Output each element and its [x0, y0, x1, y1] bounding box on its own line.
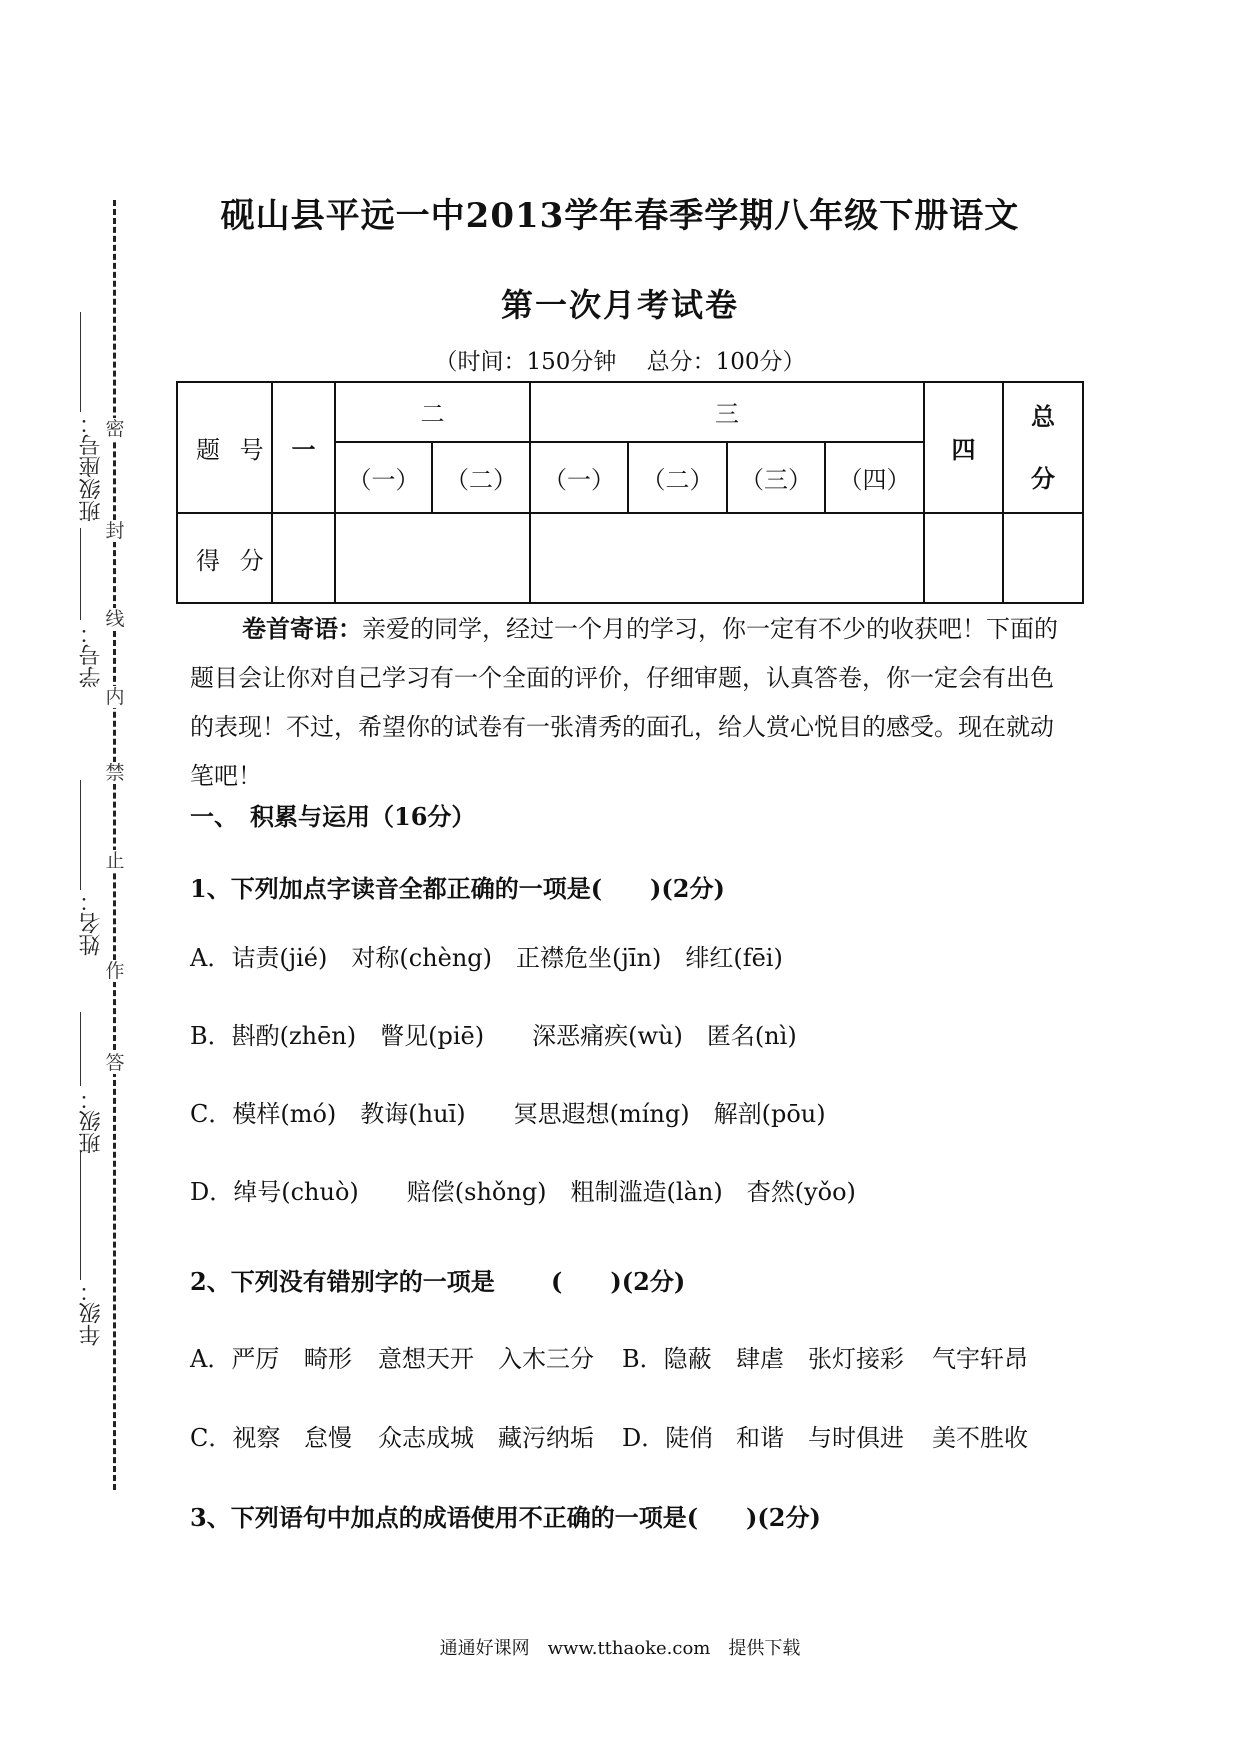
question-1-option-d: D．绰号(chuò) 赔偿(shǒng) 粗制滥造(làn) 杳然(yǒo) [190, 1178, 856, 1206]
question-2-word: 张灯接彩 [808, 1345, 904, 1373]
sub-col-two-2: （二） [432, 442, 530, 514]
seal-char: 禁 [105, 762, 125, 784]
fill-line-name[interactable] [80, 780, 81, 890]
label-student-id: 学号： [79, 622, 104, 688]
question-1-option-b: B．斟酌(zhēn) 瞥见(piē) 深恶痛疾(wù) 匿名(nì) [190, 1022, 797, 1050]
seal-char: 线 [105, 608, 125, 630]
exam-title-line2: 第一次月考试卷 [500, 286, 739, 324]
question-2-row-1 [190, 1339, 1042, 1374]
section-heading-one: 一、 积累与运用（16分） [190, 802, 476, 831]
sub-col-three-3: （三） [727, 442, 825, 514]
label-name: 姓名： [79, 890, 104, 956]
question-2-word: 藏污纳垢 [498, 1424, 594, 1452]
seal-char: 封 [105, 520, 125, 542]
col-total: 总分 [1003, 382, 1083, 513]
footer-source: 通通好课网 www.tthaoke.com 提供下载 [439, 1638, 801, 1659]
question-1-option-a: A．诘责(jié) 对称(chèng) 正襟危坐(jīn) 绯红(fēi) [190, 944, 783, 972]
exam-time-total: （时间：150分钟 总分：100分） [434, 349, 806, 375]
question-2-word: 众志成城 [378, 1424, 474, 1452]
question-2-word: 和谐 [736, 1424, 784, 1452]
question-2-word: 意想天开 [378, 1345, 474, 1373]
seal-char: 止 [105, 850, 125, 872]
binding-dashed-line [113, 200, 116, 1490]
sub-col-two-1: （一） [335, 442, 432, 514]
sub-col-three-4: （四） [825, 442, 924, 514]
col-section-four: 四 [924, 382, 1003, 513]
score-cell-one[interactable] [272, 513, 335, 603]
question-2-stem: 2、下列没有错别字的一项是 ( )(2分) [190, 1267, 686, 1296]
question-2-word: 气宇轩昂 [932, 1345, 1028, 1373]
exam-title-line1: 砚山县平远一中2013学年春季学期八年级下册语文 [220, 196, 1020, 236]
label-grade: 年级： [79, 1280, 104, 1346]
seal-char: 答 [105, 1052, 125, 1074]
question-2-word: 肆虐 [736, 1345, 784, 1373]
row-label-score: 得 分 [177, 513, 272, 603]
preface-label: 卷首寄语： [242, 614, 362, 643]
fill-line-class[interactable] [80, 1012, 81, 1086]
seal-char: 密 [105, 418, 125, 440]
fill-line-student-id[interactable] [80, 528, 81, 620]
question-2-word: C．视察 [190, 1424, 281, 1452]
fill-line-grade[interactable] [80, 1150, 81, 1280]
sub-col-three-2: （二） [628, 442, 727, 514]
score-table [176, 381, 1084, 604]
score-cell-four[interactable] [924, 513, 1003, 603]
seal-char: 作 [105, 960, 125, 982]
row-label-question-number: 题 号 [177, 382, 272, 513]
seal-char: 内 [105, 686, 125, 708]
question-2-row-2 [190, 1418, 1042, 1453]
col-section-two: 二 [335, 382, 530, 442]
question-2-word: 美不胜收 [932, 1424, 1028, 1452]
label-seat-number: 班级座号： [79, 412, 104, 522]
question-2-word: B．隐蔽 [622, 1345, 712, 1373]
preface-text: 亲爱的同学，经过一个月的学习，你一定有不少的收获吧！下面的题目会让你对自己学习有一个全面的评价，仔细审题，认真答卷，你一定会有出色的表现！不过，希望你的试卷有一张清秀的面孔，给人赏心悦目的感受。现在就动笔吧！ [190, 615, 1058, 790]
sub-col-three-1: （一） [530, 442, 628, 514]
col-section-one: 一 [272, 382, 335, 513]
question-2-word: 怠慢 [304, 1424, 352, 1452]
score-cell-three[interactable] [530, 513, 924, 603]
question-2-word: 与时俱进 [808, 1424, 904, 1452]
score-cell-two[interactable] [335, 513, 530, 603]
question-1-stem: 1、下列加点字读音全都正确的一项是( )(2分) [190, 874, 725, 903]
question-2-word: D．陡俏 [622, 1424, 714, 1452]
question-3-stem: 3、下列语句中加点的成语使用不正确的一项是( )(2分) [190, 1503, 821, 1532]
question-2-word: 畸形 [304, 1345, 352, 1373]
preface-paragraph [190, 604, 1060, 801]
question-2-word: 入木三分 [498, 1345, 594, 1373]
score-cell-total[interactable] [1003, 513, 1083, 603]
col-section-three: 三 [530, 382, 924, 442]
question-2-word: A．严厉 [190, 1345, 280, 1373]
question-1-option-c: C．模样(mó) 教诲(huī) 冥思遐想(míng) 解剖(pōu) [190, 1100, 826, 1128]
label-class: 班级： [79, 1088, 104, 1154]
